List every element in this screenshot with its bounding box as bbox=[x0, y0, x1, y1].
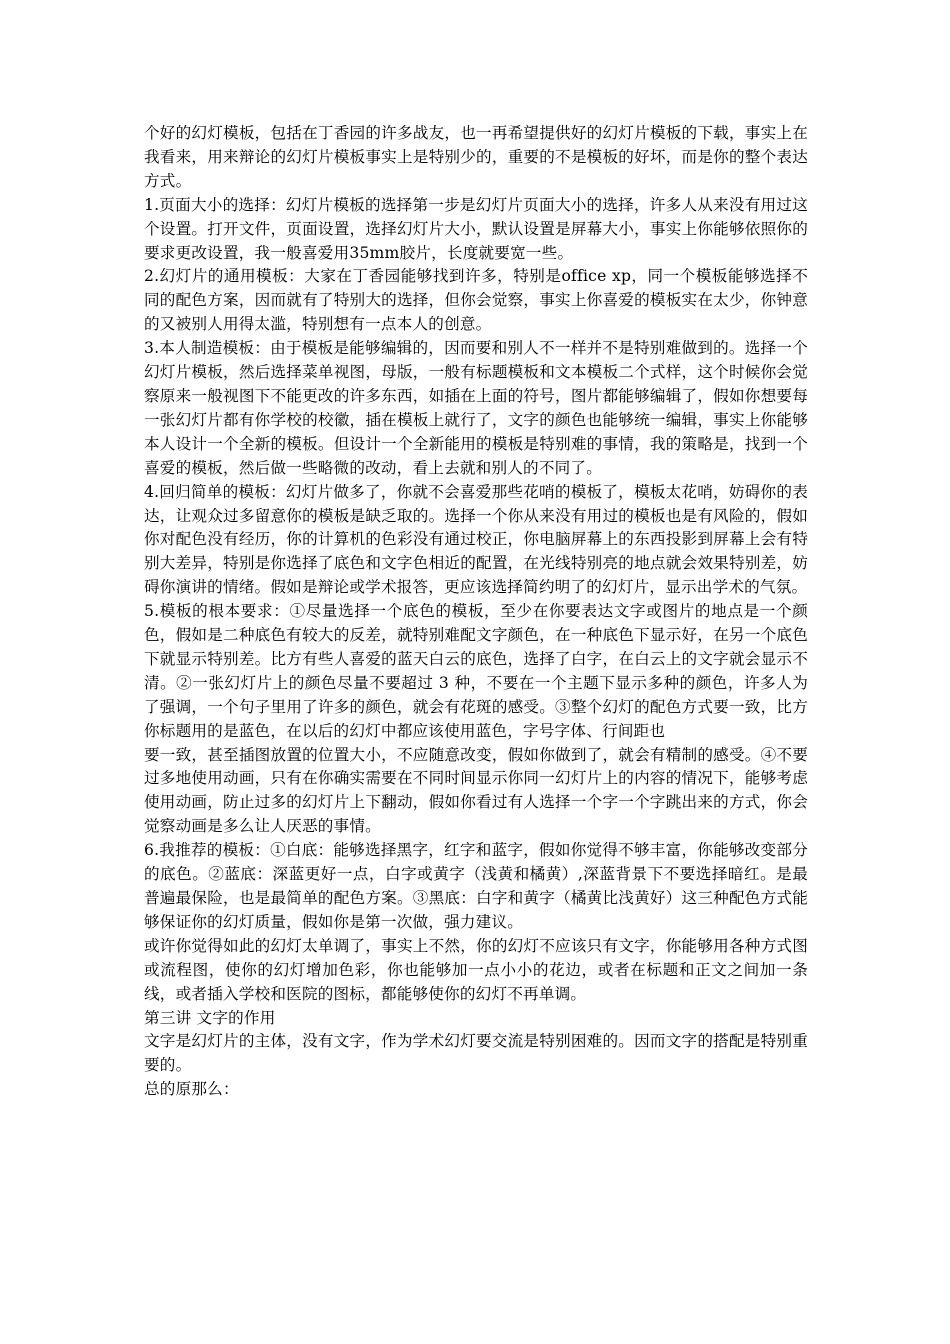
paragraph-intro: 个好的幻灯模板，包括在丁香园的许多战友，也一再希望提供好的幻灯片模板的下载，事实上在我看来，用来辩论的幻灯片模板事实上是特别少的，重要的不是模板的好坏，而是你的整个表达方式。 bbox=[144, 124, 808, 190]
paragraph-basic-requirements: 5.模板的根本要求：①尽量选择一个底色的模板，至少在你要表达文字或图片的地点是一个颜色，假如是二种底色有较大的反差，就特别难配文字颜色，在一种底色下显示好，在另一个底色下就显示特别差。比方有些人喜爱的蓝天白云的底色，选择了白字，在白云上的文字就会显示不清。②一张幻灯片上的颜色尽量不要超过 3 种，不要在一个主题下显示多种的颜色，许多人为了强调，一个句子里用了许多的颜色，就会有花斑的感受。③整个幻灯的配色方式要一致，比方你标题用的是蓝色，在以后的幻灯中都应该使用蓝色，字号字体、行间距也 bbox=[144, 602, 808, 740]
paragraph-basic-requirements-continued: 要一致，甚至插图放置的位置大小，不应随意改变，假如你做到了，就会有精制的感受。④不要过多地使用动画，只有在你确实需要在不同时间显示你同一幻灯片上的内容的情况下，能够考虑使用动画，防止过多的幻灯片上下翻动，假如你看过有人选择一个字一个字跳出来的方式，你会觉察动画是多么让人厌恶的事情。 bbox=[144, 745, 808, 836]
paragraph-general-principle: 总的原那么： bbox=[144, 1080, 239, 1099]
paragraph-general-template: 2.幻灯片的通用模板：大家在丁香园能够找到许多，特别是office xp，同一个模板能够选择不同的配色方案，因而就有了特别大的选择，但你会觉察，事实上你喜爱的模板实在太少，你钟意的又被别人用得太滥，特别想有一点本人的创意。 bbox=[144, 267, 808, 334]
paragraph-custom-template: 3.本人制造模板：由于模板是能够编辑的，因而要和别人不一样并不是特别难做到的。选择一个幻灯片模板，然后选择菜单视图，母版，一般有标题模板和文本模板二个式样，这个时候你会觉察原来一般视图下不能更改的许多东西，如插在上面的符号，图片都能够编辑了，假如你想要每一张幻灯片都有你学校的校徽，插在模板上就行了，文字的颜色也能够统一编辑，事实上你能够本人设计一个全新的模板。但设计一个全新能用的模板是特别难的事情，我的策略是，找到一个喜爱的模板，然后做一些略微的改动，看上去就和别人的不同了。 bbox=[144, 339, 808, 477]
paragraph-text-role: 文字是幻灯片的主体，没有文字，作为学术幻灯要交流是特别困难的。因而文字的搭配是特别重要的。 bbox=[144, 1032, 808, 1075]
document-body bbox=[144, 122, 808, 1102]
section-heading-lecture-3: 第三讲 文字的作用 bbox=[144, 1008, 276, 1027]
paragraph-simple-template: 4.回归简单的模板：幻灯片做多了，你就不会喜爱那些花哨的模板了，模板太花哨，妨碍你的表达，让观众过多留意你的模板是缺乏取的。选择一个你从来没有用过的模板也是有风险的，假如你对配色没有经历，你的计算机的色彩没有通过校正，你电脑屏幕上的东西投影到屏幕上会有特别大差异，特别是你选择了底色和文字色相近的配置，在光线特别亮的地点就会效果特别差，妨碍你演讲的情绪。假如是辩论或学术报答，更应该选择简约明了的幻灯片，显示出学术的气氛。 bbox=[144, 482, 808, 597]
paragraph-page-size: 1.页面大小的选择：幻灯片模板的选择第一步是幻灯片页面大小的选择，许多人从来没有用过这个设置。打开文件，页面设置，选择幻灯片大小，默认设置是屏幕大小，事实上你能够依照你的要求更改设置，我一般喜爱用35mm胶片，长度就要宽一些。 bbox=[144, 195, 808, 262]
paragraph-recommended-templates: 6.我推荐的模板：①白底：能够选择黑字，红字和蓝字，假如你觉得不够丰富，你能够改变部分的底色。②蓝底：深蓝更好一点，白字或黄字（浅黄和橘黄）,深蓝背景下不要选择暗红。是最普遍最保险，也是最简单的配色方案。③黑底：白字和黄字（橘黄比浅黄好）这三种配色方式能够保证你的幻灯质量，假如你是第一次做，强力建议。 bbox=[144, 841, 808, 931]
paragraph-not-monotonous: 或许你觉得如此的幻灯太单调了，事实上不然，你的幻灯不应该只有文字，你能够用各种方式图或流程图，使你的幻灯增加色彩，你也能够加一点小小的花边，或者在标题和正文之间加一条线，或者插入学校和医院的图标，都能够使你的幻灯不再单调。 bbox=[144, 936, 808, 1003]
